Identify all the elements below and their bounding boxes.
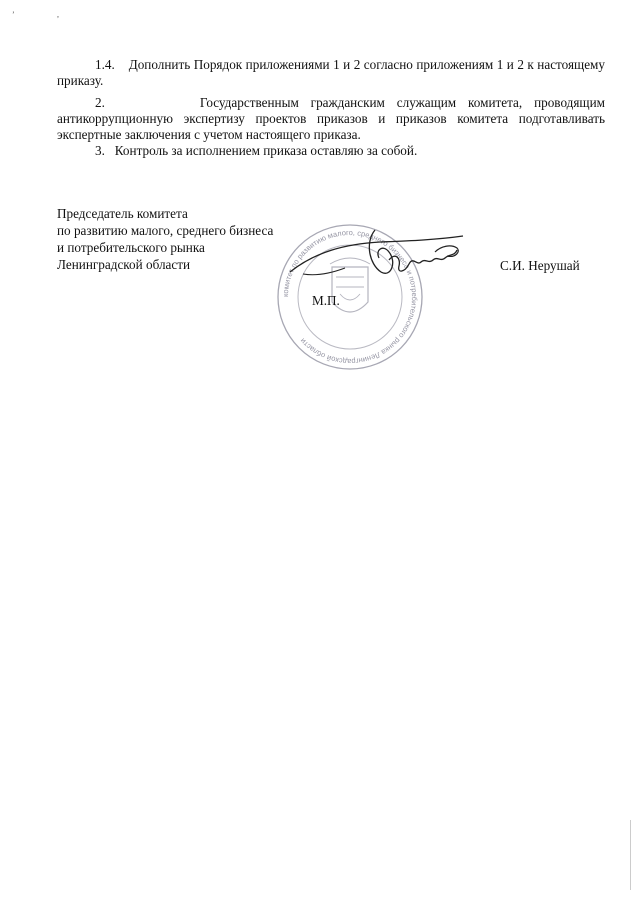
position-line: Председатель комитета	[57, 206, 188, 221]
paragraph-text: Дополнить Порядок приложениями 1 и 2 согласно приложениям 1 и 2 к настоящему приказу.	[57, 57, 605, 88]
stamp-ring-text: комитет по развитию малого, среднего бизнеса и потребительского рынка Ленинградской области	[280, 227, 420, 367]
paragraph-3	[57, 143, 605, 159]
handwritten-signature	[285, 222, 470, 292]
paragraph-number: 1.4.	[95, 57, 115, 72]
scan-mark: ’	[12, 10, 15, 19]
paragraph-number: 3.	[95, 143, 105, 158]
stamp-label: М.П.	[312, 293, 340, 308]
scan-mark: ,	[57, 10, 59, 19]
paragraph-1-4	[57, 57, 605, 89]
scan-artifact	[630, 820, 631, 890]
position-line: по развитию малого, среднего бизнеса	[57, 223, 274, 238]
paragraph-2	[57, 95, 605, 143]
position-line: Ленинградской области	[57, 257, 191, 272]
paragraph-number: 2.	[95, 95, 105, 110]
position-line: и потребительского рынка	[57, 240, 205, 255]
paragraph-text: Контроль за исполнением приказа оставляю за собой.	[114, 143, 418, 158]
signer-name: С.И. Нерушай	[500, 258, 580, 273]
paragraph-text: Государственным гражданским служащим комитета, проводящим антикоррупционную экспертизу проектов приказов и приказов комитета подготавливать экспертные заключения с учетом настоящего приказа.	[57, 95, 605, 142]
